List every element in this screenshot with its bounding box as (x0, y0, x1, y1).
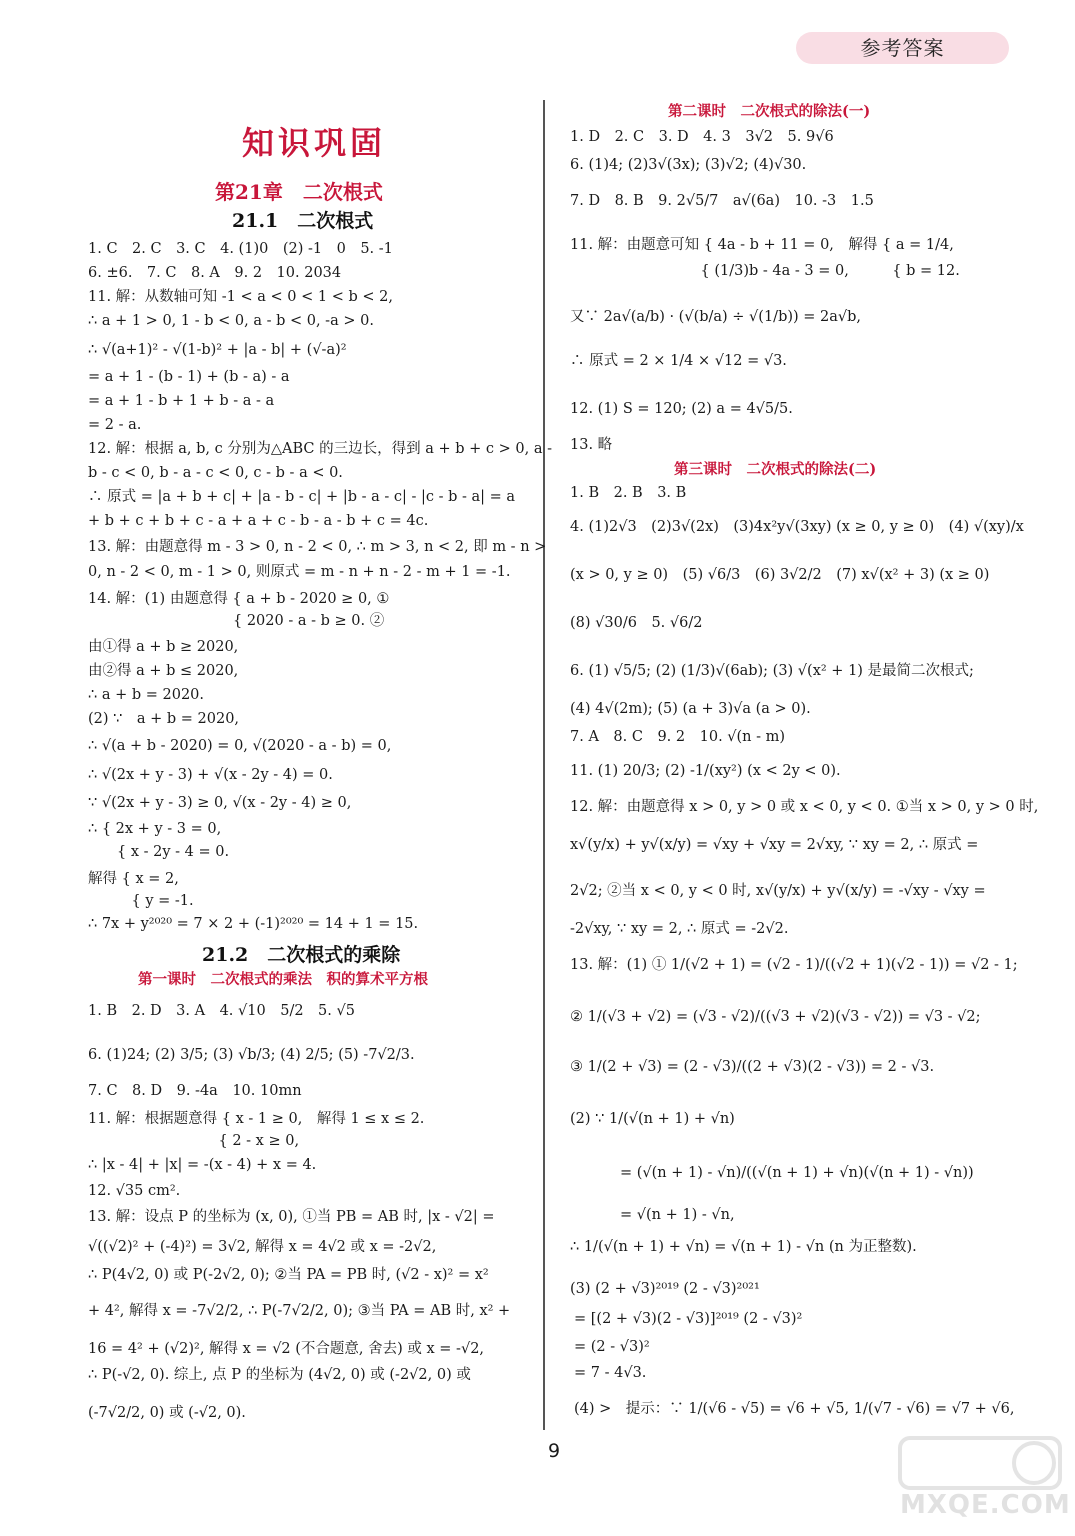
answer-line: ∴ 原式 = |a + b + c| + |a - b - c| + |b - a - c| - |c - b - a| = a (88, 489, 516, 505)
answer-line: 6. (1)4; (2)3√(3x); (3)√2; (4)√30. (570, 157, 807, 173)
answer-line: 1. D 2. C 3. D 4. 3 3√2 5. 9√6 (570, 129, 834, 145)
lesson-heading: 第二课时 二次根式的除法(一) (668, 103, 871, 120)
answer-line: 6. (1) √5/5; (2) (1/3)√(6ab); (3) √(x² + 1) 是最简二次根式; (570, 663, 974, 679)
chapter-title: 第21章 二次根式 (215, 180, 383, 204)
answer-line: ③ 1/(2 + √3) = (2 - √3)/((2 + √3)(2 - √3)) = 2 - √3. (570, 1059, 935, 1075)
answer-line: 7. C 8. D 9. -4a 10. 10mn (88, 1083, 302, 1099)
answer-line: 1. C 2. C 3. C 4. (1)0 (2) -1 0 5. -1 (88, 241, 393, 257)
watermark-text: MXQE.COM (900, 1490, 1071, 1520)
answer-key-tab (796, 32, 1009, 64)
answer-line: ∴ { 2x + y - 3 = 0, (88, 821, 222, 837)
answer-line: = (2 - √3)² (574, 1339, 650, 1355)
section-heading: 21.2 二次根式的乘除 (202, 944, 401, 966)
answer-line: ∴ 1/(√(n + 1) + √n) = √(n + 1) - √n (n 为正整数). (570, 1239, 917, 1255)
answer-line: ∴ √(a+1)² - √(1-b)² + |a - b| + (√-a)² (88, 342, 347, 358)
answer-line: ∵ √(2x + y - 3) ≥ 0, √(x - 2y - 4) ≥ 0, (88, 795, 352, 811)
answer-line: 7. D 8. B 9. 2√5/7 a√(6a) 10. -3 1.5 (570, 193, 874, 209)
answer-line: √((√2)² + (-4)²) = 3√2, 解得 x = 4√2 或 x = -2√2, (88, 1239, 437, 1255)
answer-line: 0, n - 2 < 0, m - 1 > 0, 则原式 = m - n + n - 2 - m + 1 = -1. (88, 564, 511, 580)
answer-line: 由①得 a + b ≥ 2020, (88, 639, 239, 655)
answer-line: 14. 解：(1) 由题意得 { a + b - 2020 ≥ 0, ① (88, 591, 390, 607)
answer-line: (2) ∵ 1/(√(n + 1) + √n) (570, 1111, 735, 1127)
answer-key-label: 参考答案 (860, 36, 945, 60)
answer-line: 13. 略 (570, 437, 613, 453)
answer-line: = [(2 + √3)(2 - √3)]²⁰¹⁹ (2 - √3)² (574, 1311, 803, 1327)
answer-line: 又∵ 2a√(a/b) · (√(b/a) ÷ √(1/b)) = 2a√b, (570, 309, 862, 325)
answer-line: 解得 { x = 2, (88, 871, 179, 887)
column-divider (543, 100, 545, 1430)
answer-line: + 4², 解得 x = -7√2/2, ∴ P(-7√2/2, 0); ③当 PA = AB 时, x² + (88, 1303, 511, 1319)
answer-line: 1. B 2. D 3. A 4. √10 5/2 5. √5 (88, 1003, 355, 1019)
answer-line: = √(n + 1) - √n, (620, 1207, 735, 1223)
answer-line: ∴ 7x + y²⁰²⁰ = 7 × 2 + (-1)²⁰²⁰ = 14 + 1 = 15. (88, 916, 419, 932)
answer-line: { 2020 - a - b ≥ 0. ② (88, 613, 385, 629)
answer-line: (4) 4√(2m); (5) (a + 3)√a (a > 0). (570, 701, 811, 717)
answer-line: (-7√2/2, 0) 或 (-√2, 0). (88, 1405, 246, 1421)
answer-line: 6. (1)24; (2) 3/5; (3) √b/3; (4) 2/5; (5) -7√2/3. (88, 1047, 415, 1063)
answer-line: 6. ±6. 7. C 8. A 9. 2 10. 2034 (88, 265, 342, 281)
answer-line: 7. A 8. C 9. 2 10. √(n - m) (570, 729, 786, 745)
answer-line: ∴ P(-√2, 0). 综上, 点 P 的坐标为 (4√2, 0) 或 (-2√2, 0) 或 (88, 1367, 471, 1383)
answer-line: = a + 1 - b + 1 + b - a - a (88, 393, 275, 409)
answer-line: (8) √30/6 5. √6/2 (570, 615, 703, 631)
answer-line: { (1/3)b - 4a - 3 = 0, { b = 12. (570, 263, 960, 279)
answer-line: 由②得 a + b ≤ 2020, (88, 663, 239, 679)
answer-line: = 7 - 4√3. (574, 1365, 647, 1381)
answer-line: (4) > 提示：∵ 1/(√6 - √5) = √6 + √5, 1/(√7 - √6) = √7 + √6, (574, 1401, 1015, 1417)
answer-line: 11. (1) 20/3; (2) -1/(xy²) (x < 2y < 0). (570, 763, 841, 779)
answer-line: = 2 - a. (88, 417, 142, 433)
answer-line: b - c < 0, b - a - c < 0, c - b - a < 0. (88, 465, 343, 481)
section-title: 知识巩固 (242, 124, 387, 162)
answer-line: 12. 解：根据 a, b, c 分别为△ABC 的三边长，得到 a + b + c > 0, a - (88, 441, 552, 457)
answer-line: ∴ a + 1 > 0, 1 - b < 0, a - b < 0, -a > 0. (88, 313, 374, 329)
answer-line: x√(y/x) + y√(x/y) = √xy + √xy = 2√xy, ∵ xy = 2, ∴ 原式 = (570, 837, 979, 853)
answer-line: (2) ∵ a + b = 2020, (88, 711, 240, 727)
answer-line: (x > 0, y ≥ 0) (5) √6/3 (6) 3√2/2 (7) x√(x² + 3) (x ≥ 0) (570, 567, 990, 583)
answer-line: ∴ √(a + b - 2020) = 0, √(2020 - a - b) = 0, (88, 738, 392, 754)
answer-line: ② 1/(√3 + √2) = (√3 - √2)/((√3 + √2)(√3 - √2)) = √3 - √2; (570, 1009, 981, 1025)
answer-line: 16 = 4² + (√2)², 解得 x = √2 (不合题意, 舍去) 或 x = -√2, (88, 1341, 485, 1357)
answer-line: = (√(n + 1) - √n)/((√(n + 1) + √n)(√(n + 1) - √n)) (620, 1165, 974, 1181)
answer-line: 11. 解：由题意可知 { 4a - b + 11 = 0, 解得 { a = 1/4, (570, 237, 954, 253)
answer-line: 12. (1) S = 120; (2) a = 4√5/5. (570, 401, 793, 417)
answer-line: 13. 解：由题意得 m - 3 > 0, n - 2 < 0, ∴ m > 3, n < 2, 即 m - n > (88, 539, 547, 555)
answer-line: + b + c + b + c - a + a + c - b - a - b + c = 4c. (88, 513, 429, 529)
answer-line: { x - 2y - 4 = 0. (88, 844, 230, 860)
answer-line: 11. 解：根据题意得 { x - 1 ≥ 0, 解得 1 ≤ x ≤ 2. (88, 1111, 425, 1127)
page-number: 9 (548, 1440, 561, 1462)
answer-line: 13. 解：设点 P 的坐标为 (x, 0), ①当 PB = AB 时, |x - √2| = (88, 1209, 495, 1225)
answer-line: ∴ a + b = 2020. (88, 687, 205, 703)
answer-line: = a + 1 - (b - 1) + (b - a) - a (88, 369, 290, 385)
answer-line: 11. 解：从数轴可知 -1 < a < 0 < 1 < b < 2, (88, 289, 393, 305)
answer-line: -2√xy, ∵ xy = 2, ∴ 原式 = -2√2. (570, 921, 789, 937)
answer-line: 13. 解：(1) ① 1/(√2 + 1) = (√2 - 1)/((√2 + 1)(√2 - 1)) = √2 - 1; (570, 957, 1018, 973)
lesson-heading: 第三课时 二次根式的除法(二) (674, 461, 877, 478)
answer-line: 1. B 2. B 3. B (570, 485, 687, 501)
answer-line: 12. 解：由题意得 x > 0, y > 0 或 x < 0, y < 0. ①当 x > 0, y > 0 时, (570, 799, 1039, 815)
answer-line: ∴ |x - 4| + |x| = -(x - 4) + x = 4. (88, 1157, 317, 1173)
answer-line: ∴ P(4√2, 0) 或 P(-2√2, 0); ②当 PA = PB 时, (√2 - x)² = x² (88, 1267, 489, 1283)
answer-line: { 2 - x ≥ 0, (88, 1133, 300, 1149)
answer-line: 2√2; ②当 x < 0, y < 0 时, x√(y/x) + y√(x/y) = -√xy - √xy = (570, 883, 986, 899)
section-heading: 21.1 二次根式 (232, 210, 374, 232)
answer-line: ∴ √(2x + y - 3) + √(x - 2y - 4) = 0. (88, 767, 333, 783)
answer-line: 12. √35 cm². (88, 1183, 181, 1199)
answer-line: (3) (2 + √3)²⁰¹⁹ (2 - √3)²⁰²¹ (570, 1281, 760, 1297)
answer-line: 4. (1)2√3 (2)3√(2x) (3)4x²y√(3xy) (x ≥ 0, y ≥ 0) (4) √(xy)/x (570, 519, 1024, 535)
lesson-heading: 第一课时 二次根式的乘法 积的算术平方根 (138, 971, 428, 988)
answer-line: { y = -1. (88, 893, 194, 909)
answer-line: ∴ 原式 = 2 × 1/4 × √12 = √3. (570, 353, 787, 369)
